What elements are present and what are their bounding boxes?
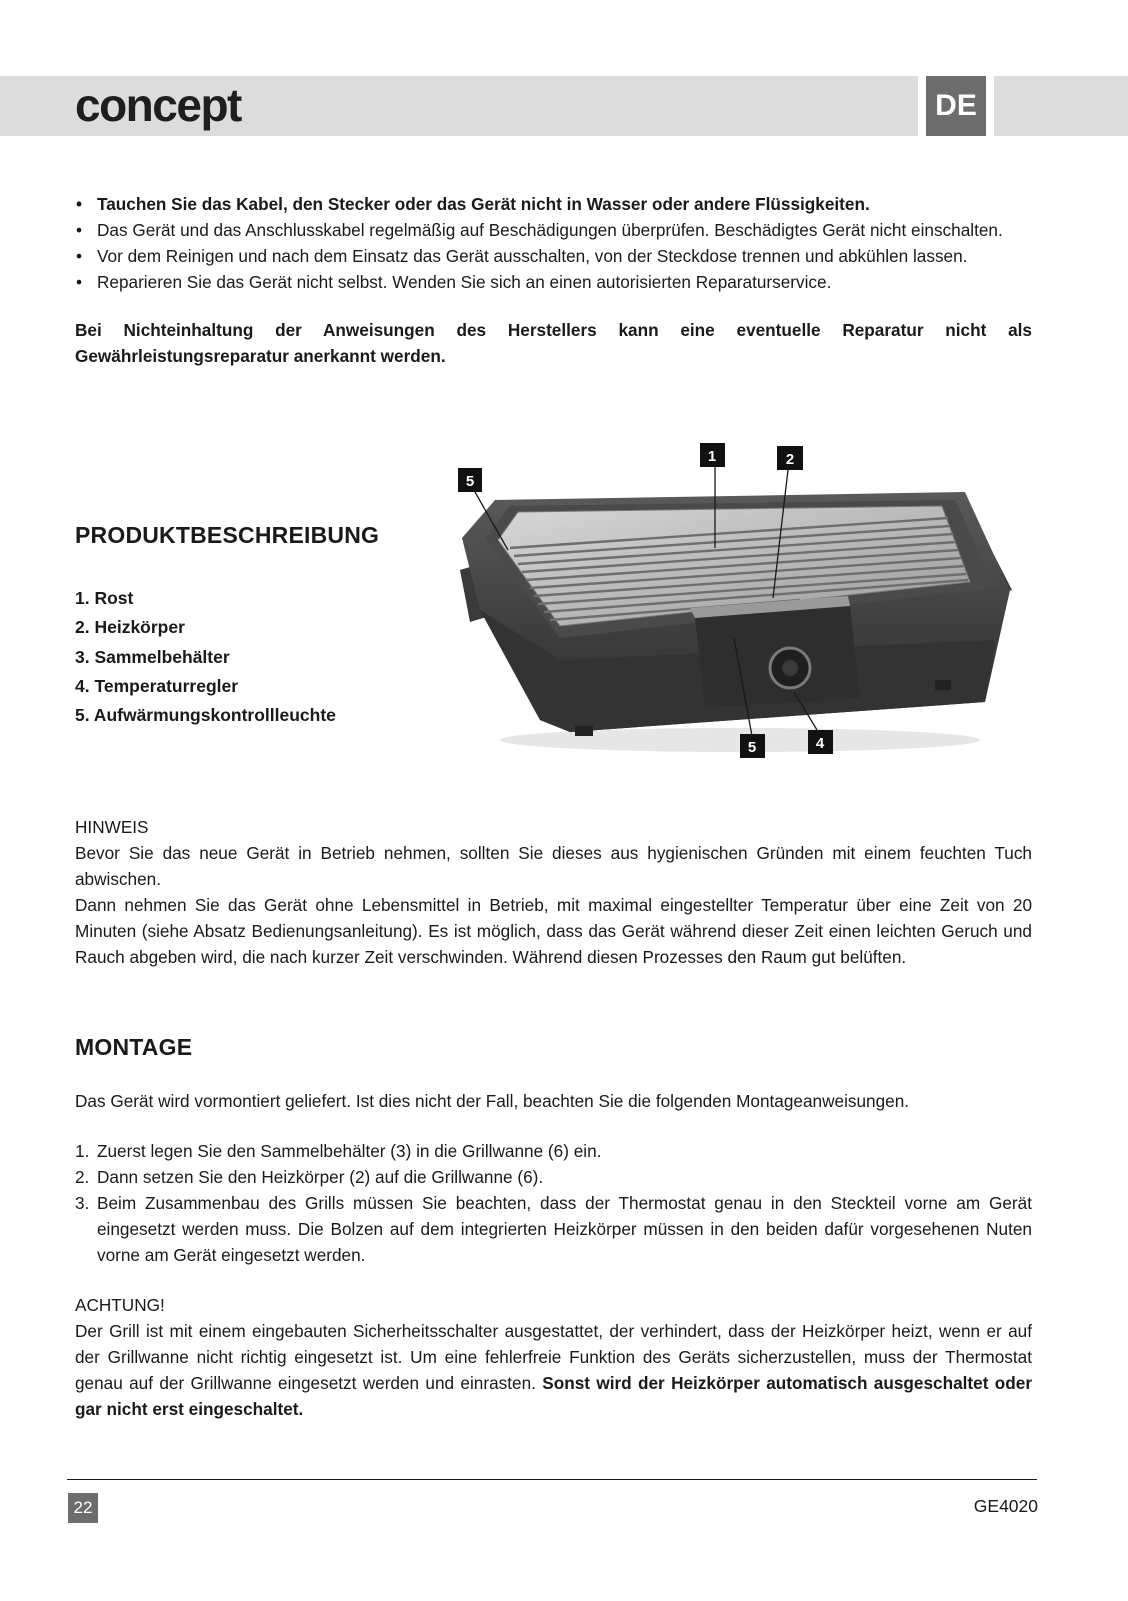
callout-label: 5 (747, 739, 757, 756)
achtung-title: ACHTUNG! (75, 1295, 165, 1315)
section-title-montage: MONTAGE (75, 1034, 193, 1060)
montage-intro: Das Gerät wird vormontiert geliefert. Ist dies nicht der Fall, beachten Sie die folgenden Montageanweisungen. (75, 1091, 910, 1111)
achtung-paragraph (75, 1318, 1032, 1422)
callout-label: 1 (707, 448, 717, 465)
step-number: 1. (75, 1141, 90, 1161)
step-text: Dann setzen Sie den Heizkörper (2) auf die Grillwanne (6). (97, 1167, 544, 1187)
hinweis-paragraph: Bevor Sie das neue Gerät in Betrieb nehmen, sollten Sie dieses aus hygienischen Gründen mit einem feuchten Tuch abwischen. (75, 843, 1032, 889)
step-text: Zuerst legen Sie den Sammelbehälter (3) in die Grillwanne (6) ein. (97, 1141, 602, 1161)
safety-bullet-list (75, 191, 1035, 295)
hinweis-paragraph: Dann nehmen Sie das Gerät ohne Lebensmittel in Betrieb, mit maximal eingestellter Temperatur über eine Zeit von 20 Minuten (siehe Absatz Bedienungsanleitung). Es ist möglich, dass das Gerät während dieser Zeit einen leichten Geruch und Rauch abgeben wird, die nach kurzer Zeit verschwinden. Während diesen Prozesses den Raum gut belüften. (75, 895, 1032, 967)
header-divider (986, 76, 994, 136)
montage-step (75, 1190, 1032, 1268)
montage-steps (75, 1138, 1032, 1268)
grill-illustration (440, 440, 1030, 770)
safety-bullet: • Das Gerät und das Anschlusskabel regelmäßig auf Beschädigungen überprüfen. Beschädigtes Gerät nicht einschalten. (75, 217, 1035, 243)
callout-label: 2 (785, 451, 795, 468)
achtung-text-bold: Sonst wird der Heizkörper automatisch ausgeschaltet oder gar nicht erst eingeschaltet. (75, 1373, 1033, 1419)
step-text: Beim Zusammenbau des Grills müssen Sie beachten, dass der Thermostat genau in den Steckteil vorne am Gerät eingesetzt werden muss. Die Bolzen auf dem integrierten Heizkörper müssen in den beiden dafür vorgesehenen Nuten vorne am Gerät eingesetzt werden. (97, 1193, 1032, 1265)
page-number: 22 (68, 1493, 98, 1523)
callout-label: 4 (815, 735, 825, 752)
hinweis-block (75, 814, 1032, 970)
part-item: 2. Heizkörper (75, 617, 185, 638)
part-item: 1. Rost (75, 588, 134, 608)
brand-logo: concept (75, 79, 241, 131)
montage-step (75, 1138, 1032, 1164)
step-number: 3. (75, 1193, 90, 1213)
section-title-product: PRODUKTBESCHREIBUNG (75, 522, 380, 548)
parts-list (75, 584, 336, 730)
step-number: 2. (75, 1167, 90, 1187)
callout-label: 5 (465, 473, 475, 490)
safety-bullet: • Reparieren Sie das Gerät nicht selbst. Wenden Sie sich an einen autorisierten Reparaturservice. (75, 269, 1035, 295)
montage-step (75, 1164, 1032, 1190)
achtung-block (75, 1292, 1032, 1422)
part-item: 4. Temperaturregler (75, 675, 239, 696)
achtung-text: Der Grill ist mit einem eingebauten Sicherheitsschalter ausgestattet, der verhindert, dass der Heizkörper heizt, wenn er auf der Grillwanne nicht richtig eingesetzt ist. Um eine fehlerfreie Funktion des Geräts sicherzustellen, muss der Thermostat genau auf der Grillwanne eingesetzt werden und einrasten. (75, 1321, 1032, 1393)
hinweis-title: HINWEIS (75, 817, 149, 837)
language-badge: DE (926, 76, 986, 136)
part-item: 3. Sammelbehälter (75, 646, 230, 667)
footer-divider (67, 1479, 1037, 1480)
part-item: 5. Aufwärmungskontrollleuchte (75, 705, 336, 726)
safety-bullet: • Tauchen Sie das Kabel, den Stecker oder das Gerät nicht in Wasser oder andere Flüssigkeiten. (75, 191, 1035, 217)
model-number: GE4020 (973, 1496, 1038, 1516)
safety-bullet: • Vor dem Reinigen und nach dem Einsatz das Gerät ausschalten, von der Steckdose trennen und abkühlen lassen. (75, 243, 1035, 269)
header-divider (918, 76, 926, 136)
warranty-note: Bei Nichteinhaltung der Anweisungen des Herstellers kann eine eventuelle Reparatur nicht als Gewährleistungsreparatur anerkannt werden. (75, 320, 1032, 366)
